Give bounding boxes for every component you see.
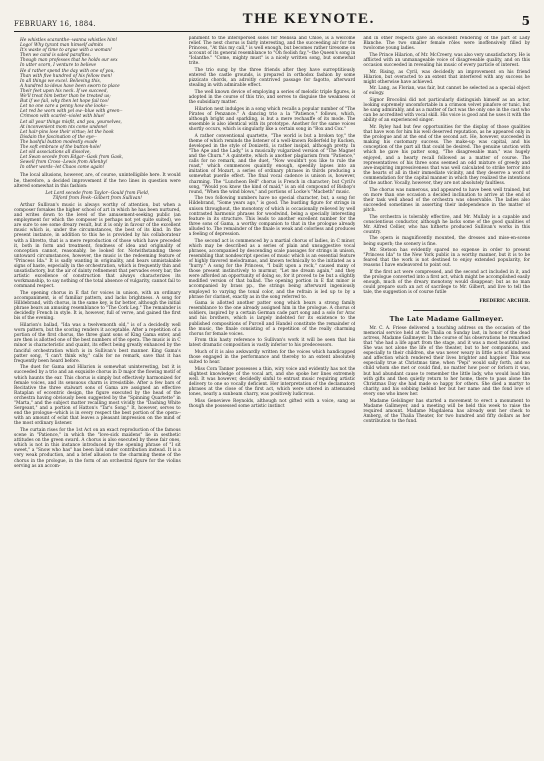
paragraph: Madame Gelslinger has started a movement to erect a monument to Madame Gallmeyer, and a meeting will be held this week to raise the required amount. Madame Magdalena has already sent her check to Amberg, of the Thalia Theater, for two hundred and fifty dollars as her contribution to the fund. xyxy=(363,398,530,424)
paragraph: The curtain rises for the 1st Act on an exact reproduction of the famous scene in "Patience," in which the "love-sick maidens" lie in sesthetic attitudes on the green sward. A chorus is also executed by these fair ones, which is not in this instance introduced by the opening phrase of "I sit sweet," a "Snow who has" has been laid under contribution instead. It is a very weak production, and a brief allusion to the charming theme of the chorus in the prologue, in the form of an orchestral figure for the violins serving as an accom- xyxy=(14,427,181,469)
verse-line: But if we fail, why then let hope fail too! xyxy=(20,99,109,105)
paragraph: The opera is magnificently mounted, the dresses and mise-en-scene being superb; the scenery is fine. xyxy=(363,236,530,247)
verse-line: In utter scorn, I venture to believe xyxy=(20,63,97,69)
paragraph: Arthur Sullivan's music is always worthy of attention, but when a composer forsakes the higher school of art in which he has been nurtured, and writes down to the level of the amusement-seeking public (an employment for which the composer is perhaps not yet quite suited), we are sure to see some dreary result, but it is only in favour of the excellent music which is, under the circumstances, the best of its kind. In the present instance, in addition to this he is provided by his collaborateur with a libretto, that is a mere reproduction of those which have preceded it, both in form and treatment, fondness of idea and originality of conception cannot, reasonably, be looked for. Notwithstanding these untoward circumstances, however, the music is the redeeming feature of "Princess Ida." It is sadly wanting in originality, and bears unmistakable signs of haste, especially in the orchestration, which is frequently thin and unsatisfactory, but the air of dainty refinement that pervades every bar, the artistic excellence of construction that always characterizes its workmanship, to say nothing of the total absence of vulgarity, cannot fail to command respect. xyxy=(14,202,181,290)
verse-line: In other words--let Chaos come again! xyxy=(20,165,105,171)
paragraph: Mr. Ryley had but few opportunities for the display of those qualities that have won for him his well deserved reputation, as he appeared only in the prologue and at the end of the second act. He, however, succeeded in making his customary success. The make-up was capital, and his conception of the part all that could be desired. The genuine unction with which he gave his patter song, "The disagreeable man," was hugely enjoyed, and a hearty recall followed as a matter of course. The representatives of his three sons seemed an odd mixture of greedy and awe-inspiring impressiveness that was well calculated to strike terror into the hearts of all in their immediate vicinity, and they deserve a word of commendation for the capital manner in which they realized the intentions of the author. Vocally, however, they are not absolutely faultless. xyxy=(363,125,530,187)
verse-line: At inconvenient mom nts come undone! xyxy=(20,124,108,130)
paragraph: Gama is allotted another patter song which bears a strong family resemblance to the one already assigned him in the prologue. A chorus of soldiers, inspired by a certain German cade part song and a solo for Arac and his brothers, which is largely indebted for its existence to the published compositions of Purcell and Handel constitute the remainder of the music, the finale consisting of a repetition of the really charming chorus for female voices. xyxy=(188,301,356,337)
paragraph: Mr. Rising, as Cyril, was decidedly an improvement on his friend Hilarion, but overacted to an extent that interfered with any success he might otherwise have achieved. xyxy=(363,69,530,85)
page-header xyxy=(14,8,530,32)
paragraph: Miss Genevieve Reynolds, although not gifted with a voice, sang as though she possessed some artistic instinct xyxy=(188,398,356,409)
paragraph: Hilarion's ballad, "Ida was a twelvemonth old," is of a decidedly well worn pattern, but the scoring renders it acceptable. After a repetition of a portion of the first chorus, the three giant sons of King Gama enter, and are then is allotted one of the best numbers of the opera. The music is in C minor is characteristic and quaint, its effect being greatly enhanced by the fanciful orchestration which is in Sullivan's best manner. King Gama's patter song, "I can't think why," calls for no remark, save that it has frequently been heard before. xyxy=(14,323,181,364)
paragraph: Mr. Lang, as Florian, was fair, but cannot be selected as a special object of eulogy. xyxy=(363,86,530,97)
paragraph: The Prince Hilarion, of Mr. McCreery, was also very unsatisfactory. He is afflicted with an unmanageable voice of disagreeable quality, and on this occasion succeeded in revealing his music of every particle of interest. xyxy=(363,52,530,68)
paragraph: If the first act were compressed, and the second act included in it, and the prologue converted into a first act, which might be accomplished easily enough, much of the dreary monotony would disappear; but as no man could prepare such an act of sacrilege to Mr. Gilbert, and live to tell the tale, the suggestion is of course futile xyxy=(363,270,530,296)
paragraph: The chorus was numerous, and appeared to have been well trained, but on more than one occasion a decided inclination to arrive at the end of their task well ahead of the orchestra was observable. The ladies also succeeded sometimes in asserting their independence in the matter of pitch. xyxy=(363,187,530,213)
paragraph: Hilarion next indulges in a song which recalls a popular number of "The Pirates of Penzance." A dancing trio a la "Patience," follows, which, although bright and sparkling, is but a mere rechauffe of its mode. The ensemble is also identical with its prototype. Another for the same voices shortly occurs, which is singularly like a certain song in "Box and Cox." xyxy=(188,106,356,133)
verse-line: A hundred ta-ideus have been sworn to place xyxy=(20,83,120,89)
verse-line: Let Lord secede from Taylor--Gould from Field, xyxy=(45,190,150,196)
paragraph: The second act is commenced by a martial chorus of ladies, in C minor, which may be described as a series of plain and unsuggestive vocal phrases, accompanied by descending scale passages for strings in unison, resembling that nondescript species of music which is an essential feature of highly flavored melodramas, and known technically to the initiated as a "hurry." A song for the Princess, "I built upon a rock," caused many of those present instinctively to murmur, "Let me dream again," and they were afforded an opportunity of doing so, for it proved to be but a slightly modified version of that ballad. The opening portion in E flat minor is accompanied by brass pp., the strings being afterward ingeniously employed to varying the tonal color, and the refrain is led up to by a phrase for clarinet, exactly as in the song referred to. xyxy=(188,238,356,300)
verse-line: Though man professes that he holds our sex xyxy=(20,58,118,64)
paragraph: The well known device of employing a series of melodic triple figures, is adopted in the course of this trio, and serves to disguise the weakness of the subsidiary matter. xyxy=(188,89,356,106)
verse-line: Let all your things misfit, and you, yourselves, xyxy=(20,119,122,125)
verse-line: In all things we excel. Believing this, xyxy=(20,78,102,84)
verse-line: Than with five hundred of his fellow men! xyxy=(20,73,113,79)
verse-line: Let red be worn with yel ow--blue with green-- xyxy=(20,109,123,115)
verse-line: The bashful button modestly evade xyxy=(20,139,98,145)
verse-line: Logo! Why tyrant man himself admits xyxy=(20,43,104,49)
paragraph: The local allusions, however, are, of course, unintelligible here. It would be, therefore, a decided improvement if the two lines in question were altered somewhat in this fashion: xyxy=(14,173,181,189)
paragraph: Much of it is also awkwardly written for the voices which handicapped those engaged in the performance and thereby to an extent absolutely suited to hear. xyxy=(188,350,356,366)
verse-line: Then we cand is saled parafites. xyxy=(20,53,91,59)
paragraph: The opening chorus in E flat for voices in unison, with an ordinary accompaniment, is of familiar pattern, and lacks brightness. A song for Hilldebrand, with chorus, in the same key, is far better, although the initial phrase bears an amusing resemblance to "The Cork Leg." The remainder is decidedly French in style. It is, however, full of verve, and gained the first bis of the evening. xyxy=(14,291,181,322)
verse-line: It's waste of time to argue with a woman! xyxy=(20,48,112,54)
verse-line: Let no one care a penny how she looks-- xyxy=(20,104,109,110)
paragraph: From this hasty reference to Sullivan's work it will be seen that his latest dramatic composition is vastly inferior to his predecessors. xyxy=(188,338,356,349)
author-signature: FREDERIC ARCHER. xyxy=(479,298,530,304)
column-1 xyxy=(14,36,181,761)
column-2 xyxy=(189,36,356,761)
quoted-lines xyxy=(14,191,181,201)
columns xyxy=(14,36,530,761)
masthead-title: THE KEYNOTE. xyxy=(242,11,375,27)
paragraph: A rather conventional quartette, "The world is but a broken toy," the theme of which reminds the listener of a well-known Rollerfeld by Kucken, developed in the style of Donizetti, is rather insipid, although pretty. In "The Ape and the Lady," is a musically vulgarized version of "The Magnet and the Churn." A quintette, which is another plagiarism from "Patience," calls for no remark, and the duet, "Now wouldn't you like to rule the roast," which commences quaintly enough, speedily lapses into an imitation of Mozart, a series of ordinary phrases in thirds producing a somewhat puerile effect. The final vocal cadence is unison is, however, charming. The "Luncheon Bell" chorus is French in character; but Cyril's song, "Would you know the kind of maid," is an old compound of Bishop's round, "When the wind blows," and portions of Locke's "Macbeth" music. xyxy=(188,133,356,195)
verse-line: Tilford from Peek--Gilbert from Sullivan! xyxy=(52,195,143,201)
verse-line: He whistles scaranthe--wanna whistles him! xyxy=(20,38,118,43)
paragraph: Mr. Stetson has evidently spared no expense in order to present "Princess Ida" to the New York public in a worthy manner, but it is to be feared that the work is not destined to enjoy extended popularity, for reasons I have endeavored to point out. xyxy=(363,248,530,269)
paragraph: Signor Brocolini did not particularly distinguish himself as an actor, looking supremely uncomfortable in a crimson velvet pinafore or tunic, but he sang admirably, and as a matter of fact was the only one in the cast who can be accredited with vocal skill. His voice is good and he uses it with the ability of an experienced singer. xyxy=(363,98,530,124)
verse-line: Disdain the fascination of the eye-- xyxy=(20,134,97,140)
page-number: 5 xyxy=(521,14,530,28)
verse-line: He d rather spend the day with one of you, xyxy=(20,68,115,74)
verse-line: Let old associations all dissolve, xyxy=(20,150,91,156)
paragraph: paniment to the interspersed solos for Melissa and Chloe, is a welcome relief. The next chorus is fairly interesting, and the succeeding air for the Princess, "At this my call," is well enough, but becomes rather tiresome on account of its general resemblance to "Oh foolish fay,"--the Queen's song in "Iolanthe." "Come, mighty must" is a nicely written song, but somewhat trite. xyxy=(188,36,356,67)
column-3 xyxy=(363,36,530,761)
verse-line: The soft embrace of the button-hole! xyxy=(20,144,101,150)
verse-line: Let Swan secede from Edgar--Gask from Gask, xyxy=(20,155,124,161)
verse-line: Let hair-pins lose their virtue; let the hook xyxy=(20,129,114,135)
paragraph: The trio sung by the three friends after they have surreptitiously entered the castle grounds, is prepared in orthodox fashion by some pizzicato chords, an adroitly contrived passage for fagotto, afterward stealing in with admirable effect. xyxy=(188,68,356,89)
paragraph: The duet for Gama and Hilarion is somewhat uninteresting, but it is succeeded by a trio and an exquisite chorus in D major the flowing motif of which haunts the ear. This chorus is simply but effectively harmonized for female voices, and its sensuous charm is irresistible. After a few bars of Recitative the three stalwart sons of Gama are assigned an effective Rataplan of eccentric design, the figure executed by the head of the orchestra having obviously been suggested by the "Spinning Quartette" in "Marta," and the subject matter recalling most vividly the "Dashing White Sergeant," and a portion of Hatton's "Tar's Song." It, however, serves to end the prologue--which is in every respect the best portion of the opera--with an amount of eclat that leaves a pleasant impression on the mind of the most ordinary listener. xyxy=(14,365,181,427)
verse-line: Their feet upon his neck. If we succeed, xyxy=(20,88,108,94)
issue-date: FEBRUARY 16, 1884. xyxy=(14,20,96,28)
section-divider xyxy=(413,310,480,311)
article-heading: The Late Madame Gallmeyer. xyxy=(389,314,504,323)
verse-line: We'll treat him better than he treated us; xyxy=(20,94,111,100)
verse-line: Sewell from Cross--Lewis from Allenby! xyxy=(20,160,108,166)
paragraph: and in other respects gave an excellent rendering of the part of Lady Blanche. The two smaller female rôles were inoffensively filled by twolcome young ladies. xyxy=(363,36,530,52)
paragraph: The orchestra is tolerably effective, and Mr. Mullaly is a capable and conscientious conductor, although he lacks some of the good qualities of Mr. Alfred Cellier, who has hitherto produced Sullivan's works in this country. xyxy=(363,214,530,235)
paragraph: Mr. C. A. Friese delivered a touching address on the occasion of the memorial service held at the Thalia on Sunday last, in honor of the dead actress, Madame Gallmeyer. In the course of his observations he remarked that "she had a life apart from the stage, and it was a most beautiful one. She was not alone the life of the theater, but to her companions, and especially to their children, she was never weary in little acts of kindness and affection which rendered their lives brighter and happier. This was especially true at Christmas time, when "Pepi" would sally forth, and no child whom she met or could find, no matter how poor or forlorn it was, but had abundant cause to remember the little lady, who would load him with gifts and then quietly return to her home, there to pass alone the Christmas Day she had made so happy for others. She died a martyr to charity, and his sobbing behind her but her name and the fond love of every one who knew her. xyxy=(363,325,530,397)
paragraph: The two following numbers have no special character, but, a song for Hildebrand, "Some years ago," is good. The bustling figure for strings in unison throughout, the monotony of which is occasionally relieved by well contrasted harmonic phrases for woodwind, being a specially interesting feature in its structure. This leads to another excellent number for the three sons of Gama, a worthy companion to that in the prologue already alluded to. The remainder of the finale is weak and colorless and produces a feeling of depression. xyxy=(188,196,356,237)
verse-line: Crimson with scarlet--violet with blue! xyxy=(20,114,105,120)
paragraph: Miss Cora Tanner possesses a thin, wiry voice and evidently has not the slightest knowledge of the vocal art, and she spoke her lines extremely well. It was however, decidedly sinful to entrust music requiring artistic delivery to one so vocally deficient. Her interpretation of the declamatory phrases at the close of the first act, which were uttered in attenuated tones, nearly a sunbeam charry, was positively ludicrous. xyxy=(188,366,356,398)
verse-block xyxy=(20,38,181,170)
